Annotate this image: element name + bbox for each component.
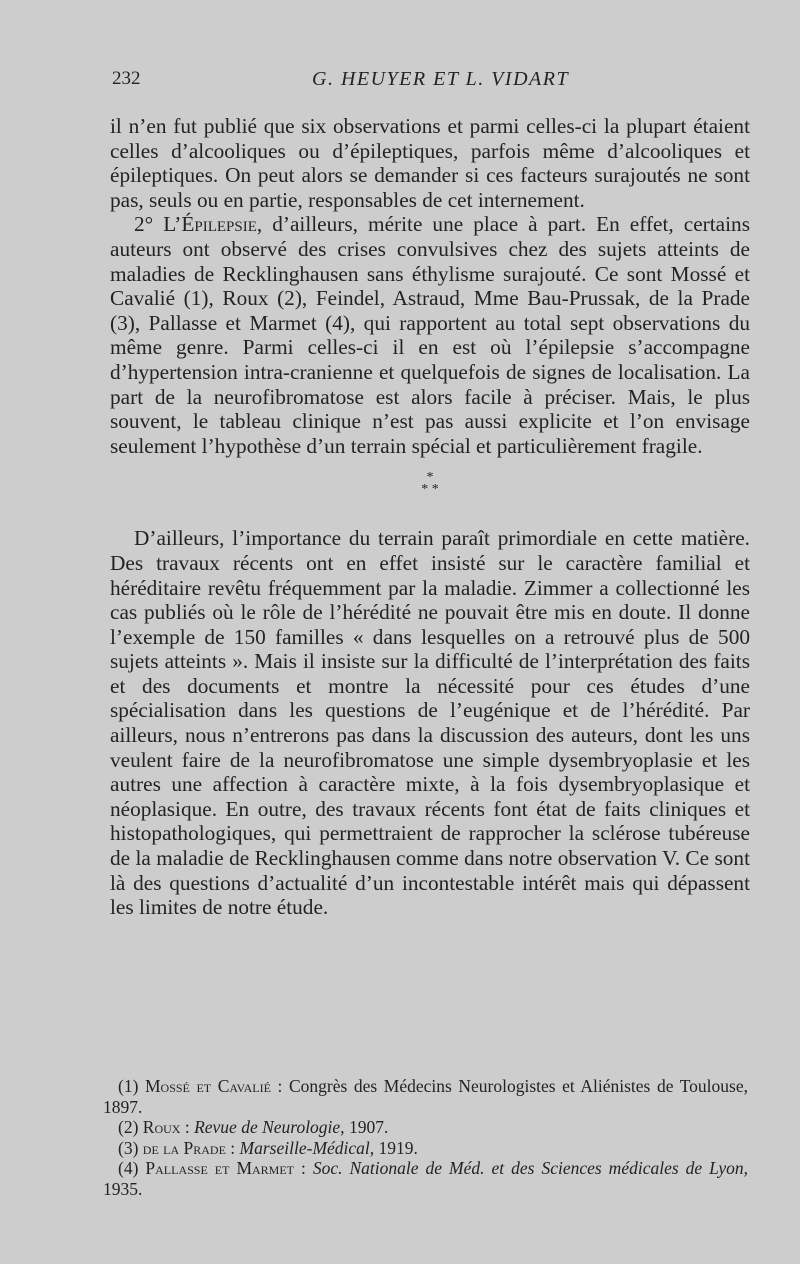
footnote-source: Congrès des Médecins Neurologistes et Aliénistes de Toulouse, 1897. <box>103 1076 748 1117</box>
footnote-authors: Mossé et Cavalié : <box>144 1076 283 1096</box>
page-number: 232 <box>112 68 141 89</box>
section-heading: L’Épilepsie, <box>163 212 263 237</box>
footnote-4 <box>103 1158 748 1199</box>
footnote-marker: (2) <box>118 1117 139 1137</box>
footnote-marker: (1) <box>118 1076 139 1096</box>
footnote-authors: de la Prade : <box>142 1137 236 1158</box>
footnote-year: 1919. <box>378 1137 418 1158</box>
footnote-source: Revue de Neurologie, <box>194 1117 345 1137</box>
running-head: G. HEUYER ET L. VIDART <box>312 68 570 90</box>
asterism-top: * <box>426 470 434 486</box>
section-number: 2° <box>134 212 154 237</box>
footnote-authors: Roux : <box>142 1117 190 1137</box>
paragraph-3: D’ailleurs, l’importance du terrain paraît primordiale en cette matière. Des travaux récents ont en effet insisté sur le caractère familial et héréditaire revêtu fréquemment par la maladie. Zimmer a collectionné les cas publiés où le rôle de l’hérédité ne pouvait être mis en doute. Il donne l’exemple de 150 familles « dans lesquelles on a retrouvé plus de 500 sujets atteints ». Mais il insiste sur la difficulté de l’interprétation des faits et des documents et montre la nécessité pour ces études d’une spécialisation dans les questions de l’eugénique et de l’hérédité. Par ailleurs, nous n’entrerons pas dans la discussion des auteurs, dont les uns veulent faire de la neurofibromatose une simple dysembryoplasie et les autres une affection à caractère mixte, à la fois dysembryoplasique et néoplasique. En outre, des travaux récents font état de faits cliniques et histopathologiques, qui permettraient de rapprocher la sclérose tubéreuse de la maladie de Recklinghausen comme dans notre observation V. Ce sont là des questions d’actualité d’un incontestable intérêt mais qui dépassent les limites de notre étude. <box>110 526 750 920</box>
footnote-source: Soc. Nationale de Méd. et des Sciences médicales de Lyon, <box>312 1158 749 1178</box>
footnote-2 <box>103 1117 748 1138</box>
footnote-marker: (3) <box>118 1137 139 1158</box>
paragraph-2 <box>110 212 750 458</box>
paragraph-1: il n’en fut publié que six observations et parmi celles-ci la plupart étaient celles d’alcooliques ou d’épileptiques, parfois même d’alcooliques et épileptiques. On peut alors se demander si ces facteurs surajoutés ne sont pas, seuls ou en partie, responsables de cet internement. <box>110 114 750 212</box>
asterism-bottom: * * <box>421 482 439 498</box>
footnote-year: 1935. <box>103 1178 143 1199</box>
footnotes <box>103 1076 748 1199</box>
footnote-1 <box>103 1076 748 1117</box>
asterism <box>110 472 750 496</box>
footnote-3 <box>103 1138 748 1159</box>
page-header <box>112 68 748 98</box>
footnote-year: 1907. <box>348 1117 389 1137</box>
footnote-source: Marseille-Médical, <box>239 1137 375 1158</box>
footnote-authors: Pallasse et Marmet : <box>145 1158 306 1178</box>
footnote-marker: (4) <box>118 1158 139 1178</box>
body-text <box>110 114 750 920</box>
paragraph-2-text: d’ailleurs, mérite une place à part. En effet, certains auteurs ont observé des crises convulsives chez des sujets atteints de maladies de Recklinghausen sans éthylisme surajouté. Ce sont Mossé et Cavalié (1), Roux (2), Feindel, Astraud, Mme Bau-Prussak, de la Prade (3), Pallasse et Marmet (4), qui rapportent au total sept observations du même genre. Parmi celles-ci il en est où l’épilepsie s’accompagne d’hypertension intra-cranienne et quelquefois de signes de localisation. La part de la neurofibromatose est alors facile à préciser. Mais, le plus souvent, le tableau clinique n’est pas aussi explicite et l’on envisage seulement l’hypothèse d’un terrain spécial et particulièrement fragile. <box>110 212 750 458</box>
